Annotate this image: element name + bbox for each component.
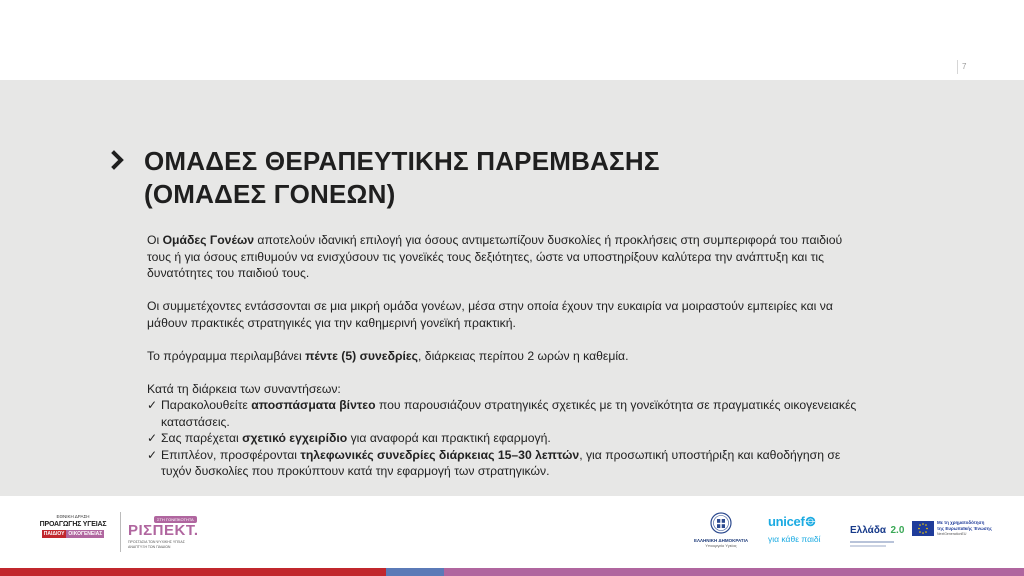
- unicef-logo: [768, 514, 830, 554]
- eu-funding-line-3: NextGenerationEU: [937, 532, 967, 536]
- greece-2-0-wordmark: [850, 520, 910, 538]
- checklist-item-rest: που παρουσιάζουν στρατηγικές σχετικές με τη γονεϊκότητα σε πραγματικές οικογενειακές καταστάσεις.: [161, 398, 857, 429]
- rispekt-logo-main: ΡΙΣΠΕΚΤ.: [128, 522, 199, 539]
- parent-groups-emphasis: Ομάδες Γονέων: [162, 233, 255, 247]
- health-promotion-logo-main: ΠΡΟΑΓΩΓΗΣ ΥΓΕΙΑΣ: [39, 521, 107, 528]
- slide-title-line-2: (ΟΜΑΔΕΣ ΓΟΝΕΩΝ): [144, 179, 396, 209]
- meeting-checklist: [147, 397, 867, 480]
- rispekt-logo-sub-2: ΑΝΑΠΤΥΞΗ ΤΩΝ ΠΑΙΔΙΩΝ: [128, 545, 171, 549]
- health-promotion-logo-top: ΕΘΝΙΚΗ ΔΡΑΣΗ: [56, 514, 90, 519]
- greek-emblem-icon: [710, 512, 732, 534]
- logo-divider: [120, 512, 121, 552]
- paragraph-intro-rest: αποτελούν ιδανική επιλογή για όσους αντιμετωπίζουν δυσκολίες ή προκλήσεις στη συμπεριφορά του παιδιού τους ή για όσους επιθυμούν να ενισχύσουν τις γονεϊκές τους δεξιότητες, ώστε να υποστηρίξουν καλύτερα την ανάπτυξη και τις δυνατότητες του παιδιού τους.: [147, 233, 843, 280]
- eu-funding-line-2: της Ευρωπαϊκής Ένωσης: [937, 526, 992, 531]
- slide-title: [144, 145, 844, 211]
- eu-funding-logo: [912, 520, 1002, 542]
- greece-2-0-subline: [850, 541, 894, 543]
- paragraph-participants: Οι συμμετέχοντες εντάσσονται σε μια μικρή ομάδα γονέων, μέσα στην οποία έχουν την ευκαιρία να μοιραστούν εμπειρίες και να μάθουν πρακτικές στρατηγικές για την καθημερινή γονεϊκή πρακτική.: [147, 299, 833, 330]
- checklist-item: [147, 447, 867, 480]
- checkmark-icon: ✓: [147, 431, 158, 445]
- greece-2-0-subline-2: [850, 545, 886, 547]
- list-intro: Κατά τη διάρκεια των συναντήσεων:: [147, 381, 341, 396]
- health-promotion-logo-tag-family: ΟΙΚΟΓΕΝΕΙΑΣ: [68, 531, 103, 537]
- health-promotion-logo-tags: [36, 530, 110, 538]
- greece-2-0-number: 2.0: [890, 525, 905, 536]
- checklist-item: [147, 397, 867, 430]
- checklist-item-lead: Σας παρέχεται: [161, 431, 243, 445]
- slide-body: [147, 232, 867, 480]
- health-promotion-logo: [36, 514, 110, 554]
- unicef-name: unicef: [768, 514, 805, 529]
- checklist-item-rest: , για προσωπική υποστήριξη και καθοδήγηση σε τυχόν δυσκολίες που προκύπτουν κατά την εφαρμογή των στρατηγικών.: [161, 447, 841, 478]
- checklist-item-lead: Παρακολουθείτε: [161, 398, 252, 412]
- hellenic-republic-logo: [694, 512, 748, 558]
- bottom-bar-blue: [386, 568, 444, 576]
- checkmark-icon: ✓: [147, 398, 158, 412]
- rispekt-logo-badge: ΣΤΗ ΓΟΝΕΪΚΟΤΗΤΑ: [154, 516, 197, 523]
- health-promotion-logo-tag-child: ΠΑΙΔΙΟΥ: [43, 531, 65, 537]
- hellenic-republic-line-2: Υπουργείο Υγείας: [705, 543, 737, 548]
- checklist-item-rest: για αναφορά και πρακτική εφαρμογή.: [347, 431, 551, 445]
- rispekt-logo: [128, 516, 198, 554]
- greece-2-0-logo: [850, 520, 910, 544]
- checklist-item-emphasis: αποσπάσματα βίντεο: [251, 398, 376, 412]
- rispekt-logo-sub-1: ΠΡΟΣΤΑΣΙΑ ΤΩΝ ΨΥΧΙΚΗΣ ΥΓΕΙΑΣ: [128, 540, 185, 544]
- unicef-globe-icon: [805, 516, 816, 527]
- checklist-item-lead: Επιπλέον, προσφέρονται: [161, 447, 301, 462]
- checklist-item: [147, 430, 867, 447]
- sessions-emphasis: πέντε (5) συνεδρίες: [305, 348, 419, 363]
- footer-logo-strip: [0, 496, 1024, 568]
- page-number-divider: [957, 60, 958, 74]
- hellenic-republic-line-1: ΕΛΛΗΝΙΚΗ ΔΗΜΟΚΡΑΤΙΑ: [694, 538, 749, 543]
- unicef-wordmark: [768, 514, 830, 529]
- bottom-bar-red: [0, 568, 386, 576]
- checkmark-icon: ✓: [147, 447, 158, 462]
- eu-flag-icon: [912, 521, 934, 536]
- paragraph-program-lead: Το πρόγραμμα περιλαμβάνει: [147, 348, 306, 363]
- page-number: 7: [962, 62, 967, 71]
- chevron-right-icon: [111, 150, 125, 170]
- greece-2-0-name: Ελλάδα: [850, 525, 887, 536]
- paragraph-intro: [147, 232, 867, 282]
- checklist-item-emphasis: τηλεφωνικές συνεδρίες διάρκειας 15–30 λεπτών: [300, 447, 580, 462]
- bottom-bar-purple: [444, 568, 1024, 576]
- slide-title-line-1: ΟΜΑΔΕΣ ΘΕΡΑΠΕΥΤΙΚΗΣ ΠΑΡΕΜΒΑΣΗΣ: [144, 146, 660, 176]
- paragraph-program-rest: , διάρκειας περίπου 2 ωρών η καθεμία.: [418, 348, 629, 363]
- unicef-tagline: για κάθε παιδί: [768, 534, 821, 544]
- checklist-item-emphasis: σχετικό εγχειρίδιο: [242, 431, 348, 445]
- paragraph-program: [147, 348, 867, 365]
- eu-funding-line-1: Με τη χρηματοδότηση: [937, 520, 985, 525]
- paragraph-intro-lead: Οι: [147, 233, 163, 247]
